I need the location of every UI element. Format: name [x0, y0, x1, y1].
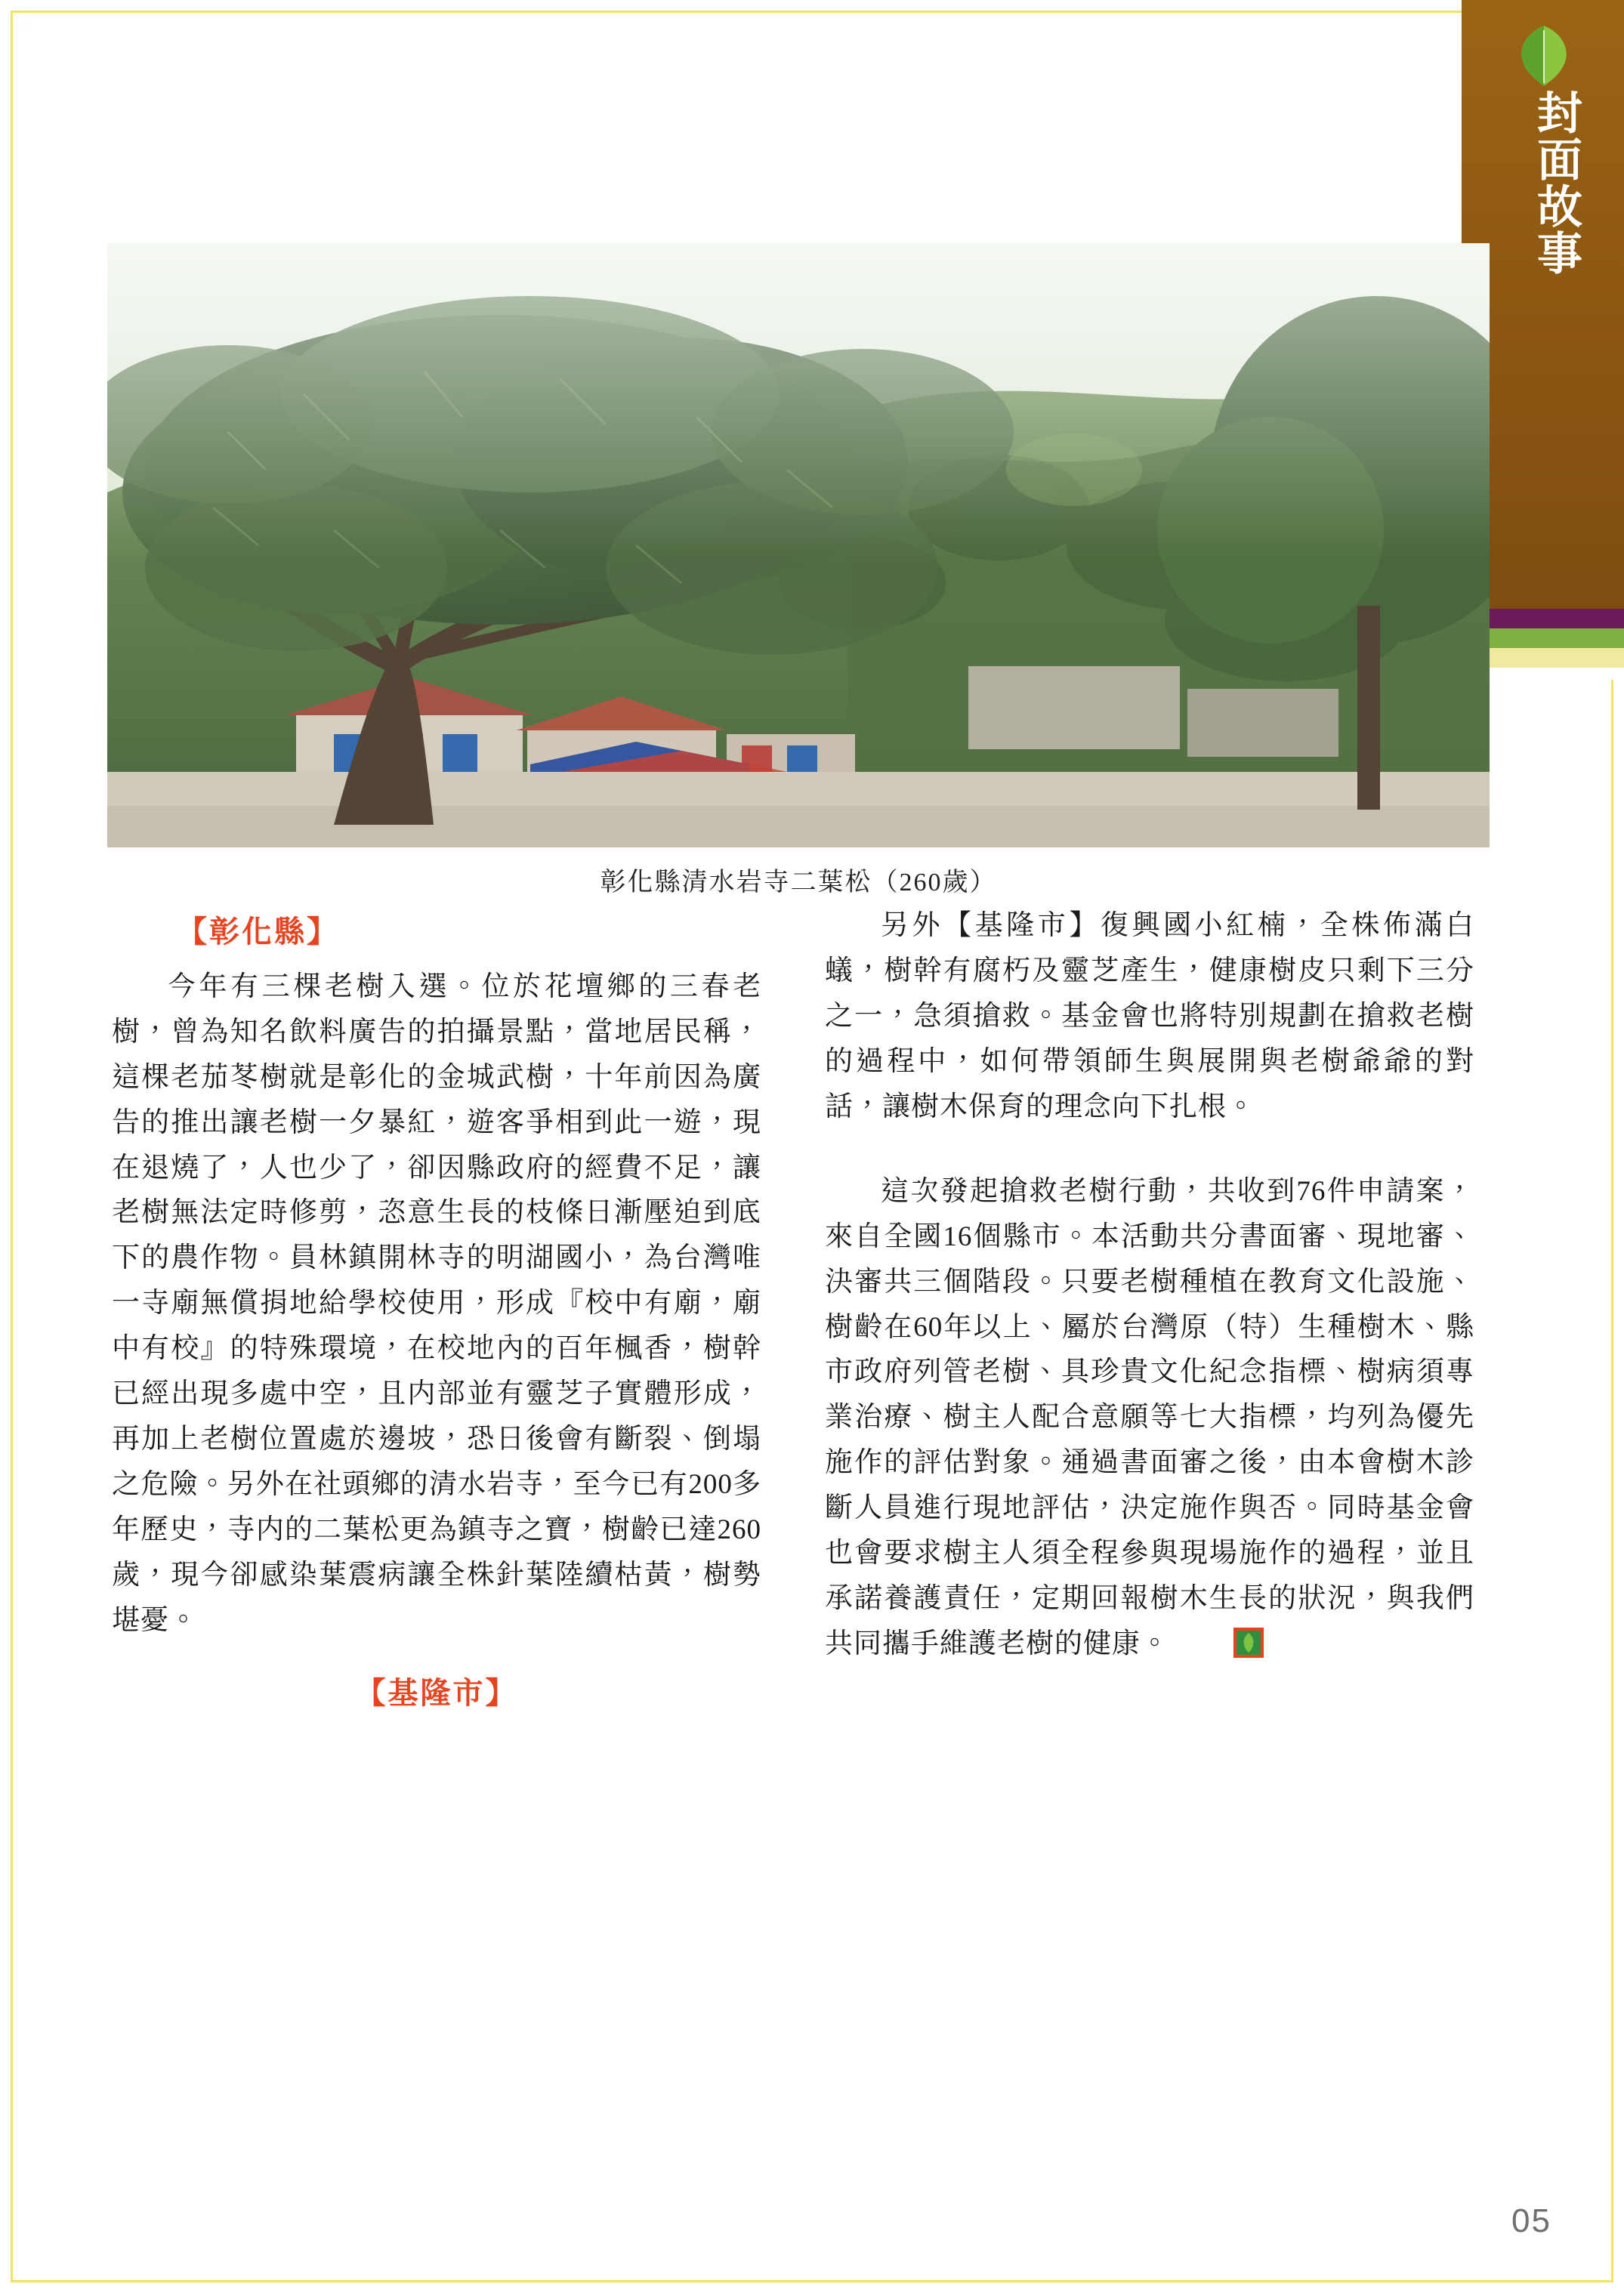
section-tab-label: 封面故事	[1531, 89, 1582, 276]
end-mark-icon	[1177, 1627, 1209, 1659]
page-number: 05	[1511, 2202, 1551, 2239]
right-column	[825, 903, 1474, 1670]
heading-changhua: 【彰化縣】	[177, 915, 339, 949]
paragraph-campaign-text: 這次發起搶救老樹行動，共收到76件申請案，來自全國16個縣市。本活動共分書面審、現地審、決審共三個階段。只要老樹種植在教育文化設施、樹齡在60年以上、屬於台灣原（特）生種樹木、縣市政府列管老樹、具珍貴文化紀念指標、樹病須專業治療、樹主人配合意願等七大指標，均列為優先施作的評估對象。通過書面審之後，由本會樹木診斷人員進行現地評估，決定施作與否。同時基金會也會要求樹主人須全程參與現場施作的過程，並且承諾養護責任，定期回報樹木生長的狀況，與我們共同攜手維護老樹的健康。	[825, 1175, 1474, 1660]
old-pine-tree-photo	[107, 243, 1490, 847]
left-column	[112, 903, 761, 1726]
paragraph-campaign	[825, 1169, 1474, 1667]
paragraph-keelung: 另外【基隆市】復興國小紅楠，全株佈滿白蟻，樹幹有腐朽及靈芝產生，健康樹皮只剩下三分之一，急須搶救。基金會也將特別規劃在搶救老樹的過程中，如何帶領師生與展開與老樹爺爺的對話，讓樹木保育的理念向下扎根。	[825, 910, 1474, 1122]
leaf-icon	[1511, 23, 1577, 88]
heading-keelung: 【基隆市】	[355, 1676, 518, 1710]
photo-caption: 彰化縣清水岩寺二葉松（260歲）	[600, 869, 997, 897]
paragraph-changhua: 今年有三棵老樹入選。位於花壇鄉的三春老樹，曾為知名飲料廣告的拍攝景點，當地居民稱，這棵老茄苳樹就是彰化的金城武樹，十年前因為廣告的推出讓老樹一夕暴紅，遊客爭相到此一遊，現在退燒了，人也少了，卻因縣政府的經費不足，讓老樹無法定時修剪，恣意生長的枝條日漸壓迫到底下的農作物。員林鎮開林寺的明湖國小，為台灣唯一寺廟無償捐地給學校使用，形成『校中有廟，廟中有校』的特殊環境，在校地內的百年楓香，樹幹已經出現多處中空，且内部並有靈芝子實體形成，再加上老樹位置處於邊坡，恐日後會有斷裂、倒塌之危險。另外在社頭鄉的清水岩寺，至今已有200多年歷史，寺内的二葉松更為鎮寺之寶，樹齡已達260歲，現今卻感染葉震病讓全株針葉陸續枯黃，樹勢堪憂。	[112, 971, 761, 1636]
